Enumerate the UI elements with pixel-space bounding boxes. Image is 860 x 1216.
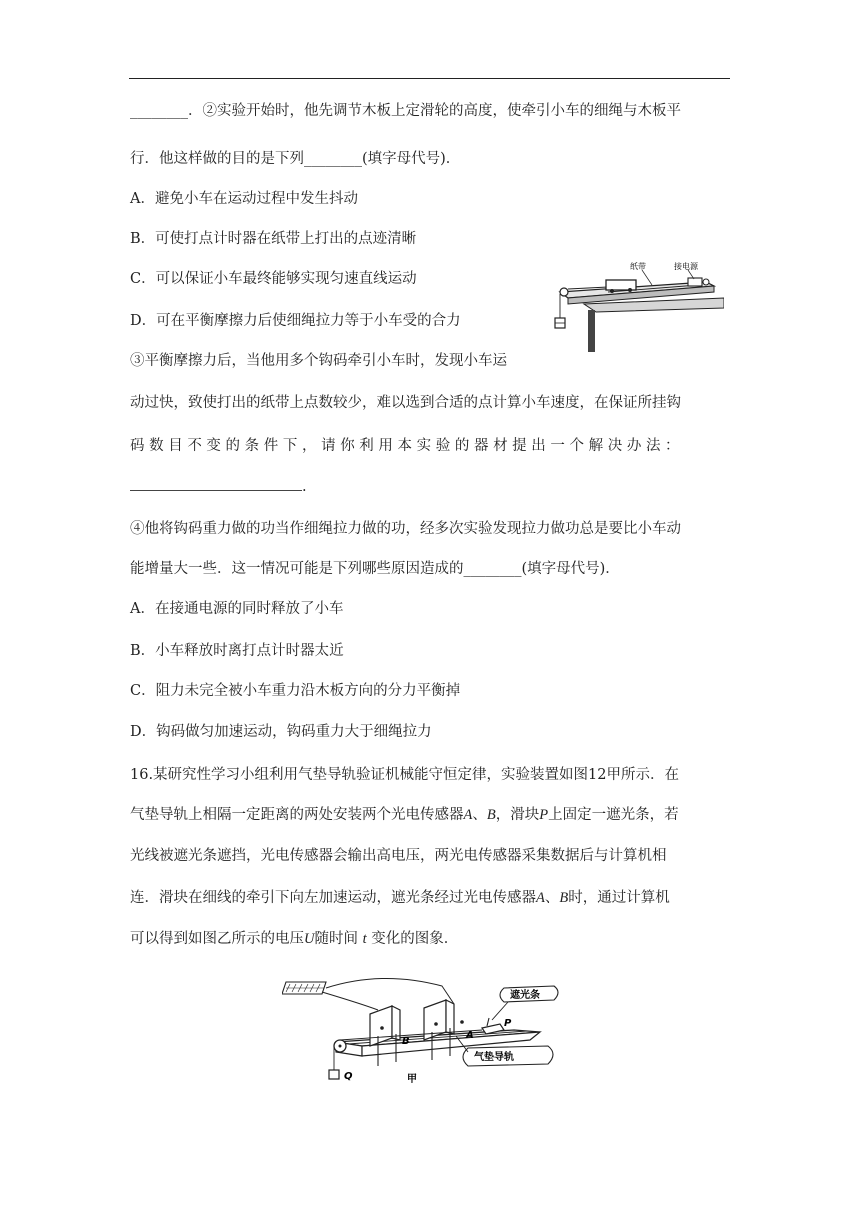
q15-option-c2: C．阻力未完全被小车重力沿木板方向的分力平衡掉 xyxy=(130,683,461,699)
sensor-a-symbol: A xyxy=(463,807,473,823)
label-a: A xyxy=(466,1030,474,1041)
label-power: 接电源 xyxy=(674,262,698,271)
q16-line-5 xyxy=(130,929,458,949)
air-track-figure xyxy=(282,974,582,1086)
q15-line-2: 行．他这样做的目的是下列________(填字母代号)． xyxy=(130,151,461,167)
q16-l5-b: 随时间 xyxy=(314,931,358,947)
q15-part3-line-2: 动过快，致使打出的纸带上点数较少，难以选到合适的点计算小车速度，在保证所挂钩 xyxy=(130,395,681,411)
q16-l2-c: 上固定一遮光条，若 xyxy=(548,807,679,823)
q15-option-d2: D．钩码做匀加速运动，钩码重力大于细绳拉力 xyxy=(130,724,432,740)
q15-option-a2: A．在接通电源的同时释放了小车 xyxy=(130,601,344,617)
label-b: B xyxy=(402,1036,410,1047)
sensor-a-symbol: A xyxy=(536,890,545,906)
q15-answer-blank xyxy=(130,476,307,497)
period: . xyxy=(302,479,307,495)
q15-part4-line-2: 能增量大一些．这一情况可能是下列哪些原因造成的________(填字母代号)． xyxy=(130,561,620,577)
q16-line-3: 光线被遮光条遮挡，光电传感器会输出高电压，两光电传感器采集数据后与计算机相 xyxy=(130,848,667,864)
sensor-b-symbol: B xyxy=(486,807,496,823)
cart-apparatus-figure xyxy=(548,258,724,354)
time-symbol: t xyxy=(362,931,367,947)
header-rule xyxy=(129,78,730,79)
voltage-symbol: U xyxy=(304,931,315,947)
q16-line-2 xyxy=(130,805,679,825)
separator: 、 xyxy=(544,890,560,906)
q16-l4-a: 连．滑块在细线的牵引下向左加速运动，遮光条经过光电传感器 xyxy=(130,890,536,906)
q16-line-1: 16.某研究性学习小组利用气垫导轨验证机械能守恒定律，实验装置如图12甲所示．在 xyxy=(130,767,680,783)
figure-caption: 甲 xyxy=(407,1074,417,1085)
q15-part3-line-1: ③平衡摩擦力后，当他用多个钩码牵引小车时，发现小车运 xyxy=(130,353,507,369)
q16-line-4 xyxy=(130,888,670,908)
q15-option-a: A．避免小车在运动过程中发生抖动 xyxy=(130,191,358,207)
q16-l5-a: 可以得到如图乙所示的电压 xyxy=(130,931,304,947)
callout-strip-label: 遮光条 xyxy=(510,990,540,1001)
q15-option-c: C．可以保证小车最终能够实现匀速直线运动 xyxy=(130,271,417,287)
label-tape: 纸带 xyxy=(630,262,646,271)
q15-line-1: ________．②实验开始时，他先调节木板上定滑轮的高度，使牵引小车的细绳与木板平 xyxy=(130,103,681,119)
q16-l4-b: 时，通过计算机 xyxy=(568,890,670,906)
label-p: P xyxy=(504,1018,512,1029)
q15-option-b: B．可使打点计时器在纸带上打出的点迹清晰 xyxy=(130,231,417,247)
q15-option-b2: B．小车释放时离打点计时器太近 xyxy=(130,643,344,659)
q15-part4-line-1: ④他将钩码重力做的功当作细绳拉力做的功，经多次实验发现拉力做功总是要比小车动 xyxy=(130,521,681,537)
sensor-b-symbol: B xyxy=(559,890,569,906)
slider-p-symbol: P xyxy=(539,807,549,823)
q16-l2-a: 气垫导轨上相隔一定距离的两处安装两个光电传感器 xyxy=(130,807,464,823)
q16-l2-b: ，滑块 xyxy=(495,807,540,823)
q15-option-d: D．可在平衡摩擦力后使细绳拉力等于小车受的合力 xyxy=(130,313,461,329)
callout-rail-label: 气垫导轨 xyxy=(474,1052,514,1063)
separator: 、 xyxy=(472,807,487,823)
q15-part3-line-3: 码 数 目 不 变 的 条 件 下 ， 请 你 利 用 本 实 验 的 器 材 提 出 一 个 解 决 办 法 ： xyxy=(130,438,680,454)
q16-l5-c: 变化的图象． xyxy=(371,931,459,947)
label-q: Q xyxy=(344,1071,353,1082)
answer-blank-line xyxy=(130,476,302,491)
